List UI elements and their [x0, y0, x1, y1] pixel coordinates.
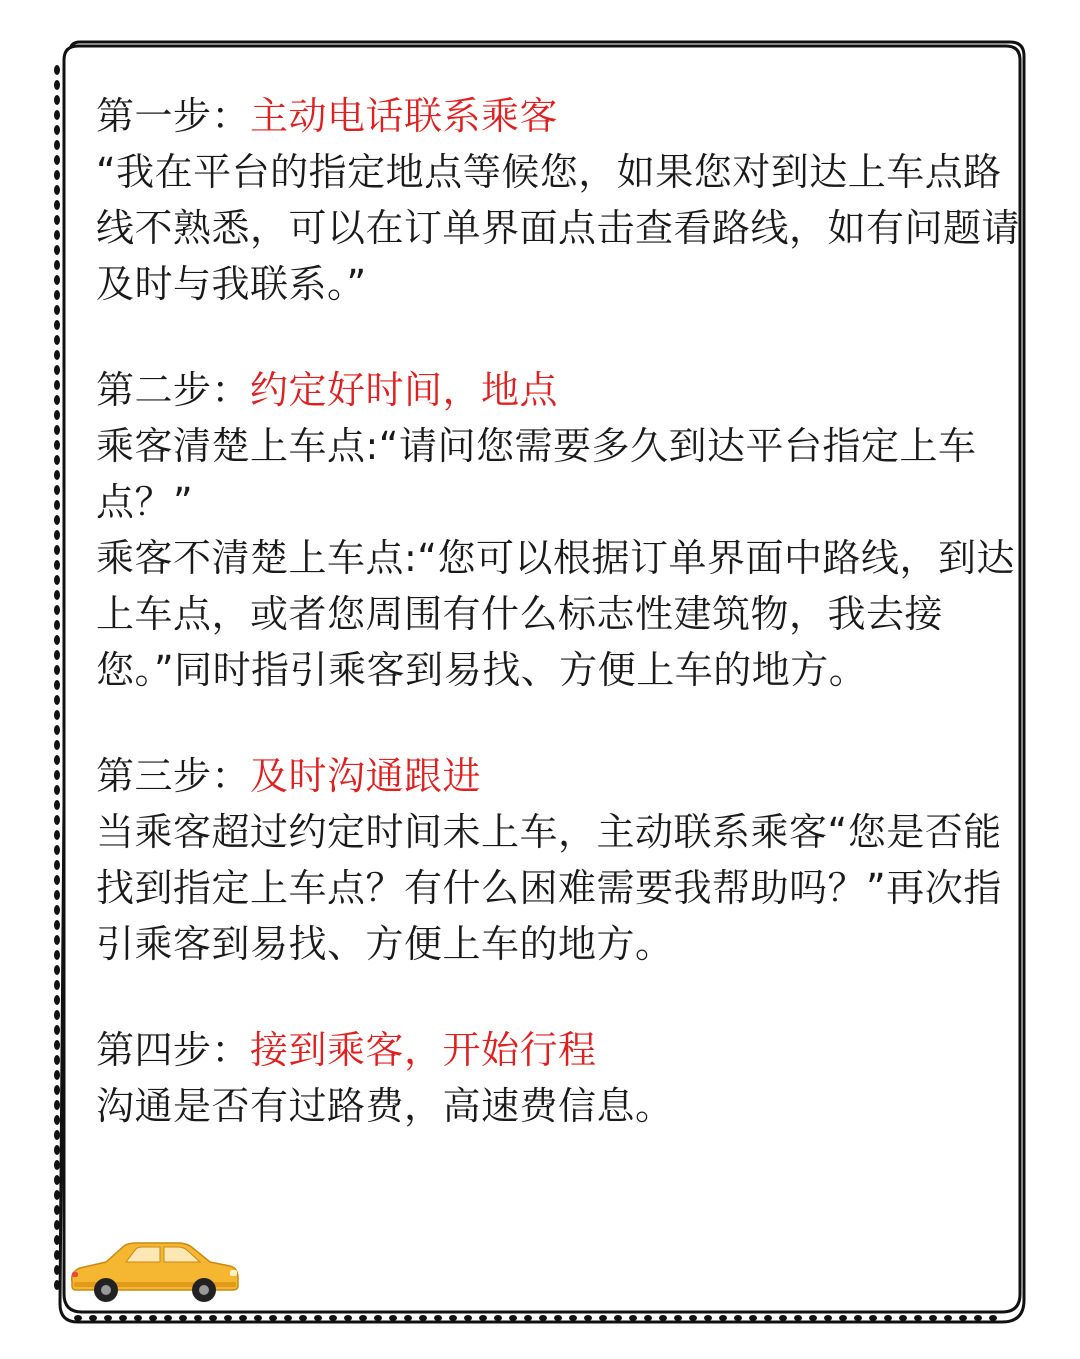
binding-dot — [54, 185, 60, 195]
binding-dot — [269, 1315, 277, 1321]
binding-dot — [194, 1315, 202, 1321]
binding-dot — [54, 485, 60, 495]
step-label: 第一步： — [96, 94, 251, 138]
step-1 — [96, 88, 1026, 312]
binding-dot — [54, 500, 60, 510]
binding-dot — [54, 410, 60, 420]
step-label: 第二步： — [96, 368, 251, 412]
binding-dot — [54, 620, 60, 630]
binding-dot — [54, 155, 60, 165]
binding-dot — [54, 1115, 60, 1125]
binding-dot — [54, 1130, 60, 1140]
binding-dot — [54, 635, 60, 645]
binding-dot — [54, 365, 60, 375]
binding-dot — [54, 380, 60, 390]
binding-dot — [54, 290, 60, 300]
binding-dot — [54, 125, 60, 135]
binding-dot — [54, 140, 60, 150]
binding-dot — [449, 1315, 457, 1321]
binding-dot — [54, 785, 60, 795]
binding-dot — [54, 1100, 60, 1110]
binding-dot — [749, 1315, 757, 1321]
binding-dot — [54, 1070, 60, 1080]
binding-dot — [54, 695, 60, 705]
binding-dot — [944, 1315, 952, 1321]
binding-dot — [54, 860, 60, 870]
binding-dot — [54, 560, 60, 570]
binding-dot — [54, 950, 60, 960]
binding-dot — [54, 110, 60, 120]
binding-dots-left — [54, 65, 60, 1290]
binding-dot — [54, 890, 60, 900]
binding-dot — [54, 725, 60, 735]
binding-dot — [554, 1315, 562, 1321]
binding-dot — [54, 1010, 60, 1020]
step-paragraph: “我在平台的指定地点等候您，如果您对到达上车点路线不熟悉，可以在订单界面点击查看路线，如有问题请及时与我联系。” — [96, 150, 1021, 306]
binding-dot — [74, 1315, 82, 1321]
binding-dot — [54, 1190, 60, 1200]
step-heading — [96, 748, 1026, 804]
binding-dot — [239, 1315, 247, 1321]
binding-dot — [314, 1315, 322, 1321]
binding-dot — [584, 1315, 592, 1321]
binding-dot — [54, 1265, 60, 1275]
binding-dot — [389, 1315, 397, 1321]
binding-dot — [54, 1085, 60, 1095]
binding-dot — [524, 1315, 532, 1321]
binding-dot — [54, 530, 60, 540]
binding-dot — [54, 1205, 60, 1215]
binding-dot — [54, 440, 60, 450]
binding-dot — [134, 1315, 142, 1321]
binding-dot — [54, 605, 60, 615]
binding-dot — [494, 1315, 502, 1321]
step-heading — [96, 1022, 1026, 1078]
binding-dot — [54, 470, 60, 480]
binding-dot — [419, 1315, 427, 1321]
binding-dot — [54, 875, 60, 885]
binding-dot — [959, 1315, 967, 1321]
binding-dot — [884, 1315, 892, 1321]
binding-dot — [54, 965, 60, 975]
binding-dot — [54, 95, 60, 105]
binding-dot — [374, 1315, 382, 1321]
binding-dot — [104, 1315, 112, 1321]
binding-dot — [599, 1315, 607, 1321]
binding-dot — [539, 1315, 547, 1321]
step-title: 接到乘客，开始行程 — [250, 1028, 597, 1072]
step-2 — [96, 362, 1026, 698]
binding-dot — [614, 1315, 622, 1321]
binding-dot — [779, 1315, 787, 1321]
binding-dot — [54, 815, 60, 825]
binding-dot — [704, 1315, 712, 1321]
binding-dot — [54, 1025, 60, 1035]
binding-dot — [299, 1315, 307, 1321]
binding-dot — [54, 680, 60, 690]
binding-dot — [54, 305, 60, 315]
binding-dot — [569, 1315, 577, 1321]
binding-dot — [659, 1315, 667, 1321]
step-heading — [96, 88, 1026, 144]
step-3 — [96, 748, 1026, 972]
binding-dot — [54, 1280, 60, 1290]
binding-dot — [54, 905, 60, 915]
binding-dot — [644, 1315, 652, 1321]
binding-dot — [434, 1315, 442, 1321]
binding-dot — [54, 455, 60, 465]
binding-dot — [54, 980, 60, 990]
binding-dot — [809, 1315, 817, 1321]
binding-dot — [54, 275, 60, 285]
step-title: 主动电话联系乘客 — [250, 94, 559, 138]
binding-dot — [54, 215, 60, 225]
binding-dot — [869, 1315, 877, 1321]
binding-dot — [54, 1040, 60, 1050]
binding-dot — [54, 845, 60, 855]
binding-dot — [54, 395, 60, 405]
binding-dot — [54, 335, 60, 345]
binding-dot — [224, 1315, 232, 1321]
binding-dot — [734, 1315, 742, 1321]
binding-dot — [54, 80, 60, 90]
binding-dot — [54, 755, 60, 765]
binding-dot — [54, 1145, 60, 1155]
binding-dot — [54, 425, 60, 435]
binding-dot — [54, 1235, 60, 1245]
step-label: 第四步： — [96, 1028, 251, 1072]
binding-dot — [344, 1315, 352, 1321]
binding-dot — [764, 1315, 772, 1321]
binding-dot — [839, 1315, 847, 1321]
binding-dot — [509, 1315, 517, 1321]
binding-dot — [914, 1315, 922, 1321]
binding-dot — [54, 260, 60, 270]
binding-dot — [54, 515, 60, 525]
binding-dot — [989, 1315, 997, 1321]
binding-dot — [209, 1315, 217, 1321]
binding-dot — [54, 545, 60, 555]
binding-dot — [54, 200, 60, 210]
binding-dot — [54, 830, 60, 840]
binding-dot — [54, 590, 60, 600]
binding-dot — [359, 1315, 367, 1321]
binding-dot — [479, 1315, 487, 1321]
binding-dot — [54, 1220, 60, 1230]
binding-dot — [54, 245, 60, 255]
binding-dot — [54, 575, 60, 585]
binding-dot — [54, 800, 60, 810]
binding-dot — [54, 665, 60, 675]
binding-dot — [54, 710, 60, 720]
binding-dot — [54, 740, 60, 750]
step-paragraph: 当乘客超过约定时间未上车，主动联系乘客“您是否能找到指定上车点？有什么困难需要我帮助吗？”再次指引乘客到易找、方便上车的地方。 — [96, 810, 1002, 966]
binding-dot — [54, 1055, 60, 1065]
binding-dot — [149, 1315, 157, 1321]
binding-dot — [329, 1315, 337, 1321]
binding-dot — [54, 350, 60, 360]
step-title: 约定好时间，地点 — [250, 368, 559, 412]
binding-dot — [54, 1160, 60, 1170]
binding-dot — [629, 1315, 637, 1321]
binding-dot — [54, 1175, 60, 1185]
content-area — [96, 88, 1026, 1184]
binding-dot — [54, 995, 60, 1005]
binding-dot — [974, 1315, 982, 1321]
step-label: 第三步： — [96, 754, 251, 798]
step-title: 及时沟通跟进 — [250, 754, 482, 798]
binding-dot — [54, 935, 60, 945]
binding-dot — [929, 1315, 937, 1321]
binding-dot — [54, 1250, 60, 1260]
binding-dot — [54, 170, 60, 180]
binding-dot — [689, 1315, 697, 1321]
binding-dot — [824, 1315, 832, 1321]
binding-dot — [254, 1315, 262, 1321]
binding-dot — [54, 320, 60, 330]
binding-dot — [119, 1315, 127, 1321]
binding-dot — [164, 1315, 172, 1321]
binding-dot — [54, 65, 60, 75]
step-paragraph: 乘客清楚上车点:“请问您需要多久到达平台指定上车点？” — [96, 424, 977, 524]
step-paragraph: 乘客不清楚上车点:“您可以根据订单界面中路线，到达上车点，或者您周围有什么标志性建筑物，我去接您。”同时指引乘客到易找、方便上车的地方。 — [96, 536, 1015, 692]
binding-dot — [899, 1315, 907, 1321]
binding-dot — [54, 770, 60, 780]
step-paragraph: 沟通是否有过路费，高速费信息。 — [96, 1084, 674, 1128]
binding-dot — [89, 1315, 97, 1321]
binding-dot — [179, 1315, 187, 1321]
step-heading — [96, 362, 1026, 418]
binding-dot — [674, 1315, 682, 1321]
binding-dot — [854, 1315, 862, 1321]
binding-dot — [404, 1315, 412, 1321]
taxi-car-icon — [66, 1238, 242, 1304]
binding-dot — [54, 920, 60, 930]
binding-dot — [464, 1315, 472, 1321]
step-4 — [96, 1022, 1026, 1134]
binding-dot — [54, 650, 60, 660]
binding-dot — [54, 230, 60, 240]
binding-dot — [719, 1315, 727, 1321]
binding-dot — [284, 1315, 292, 1321]
binding-dot — [794, 1315, 802, 1321]
